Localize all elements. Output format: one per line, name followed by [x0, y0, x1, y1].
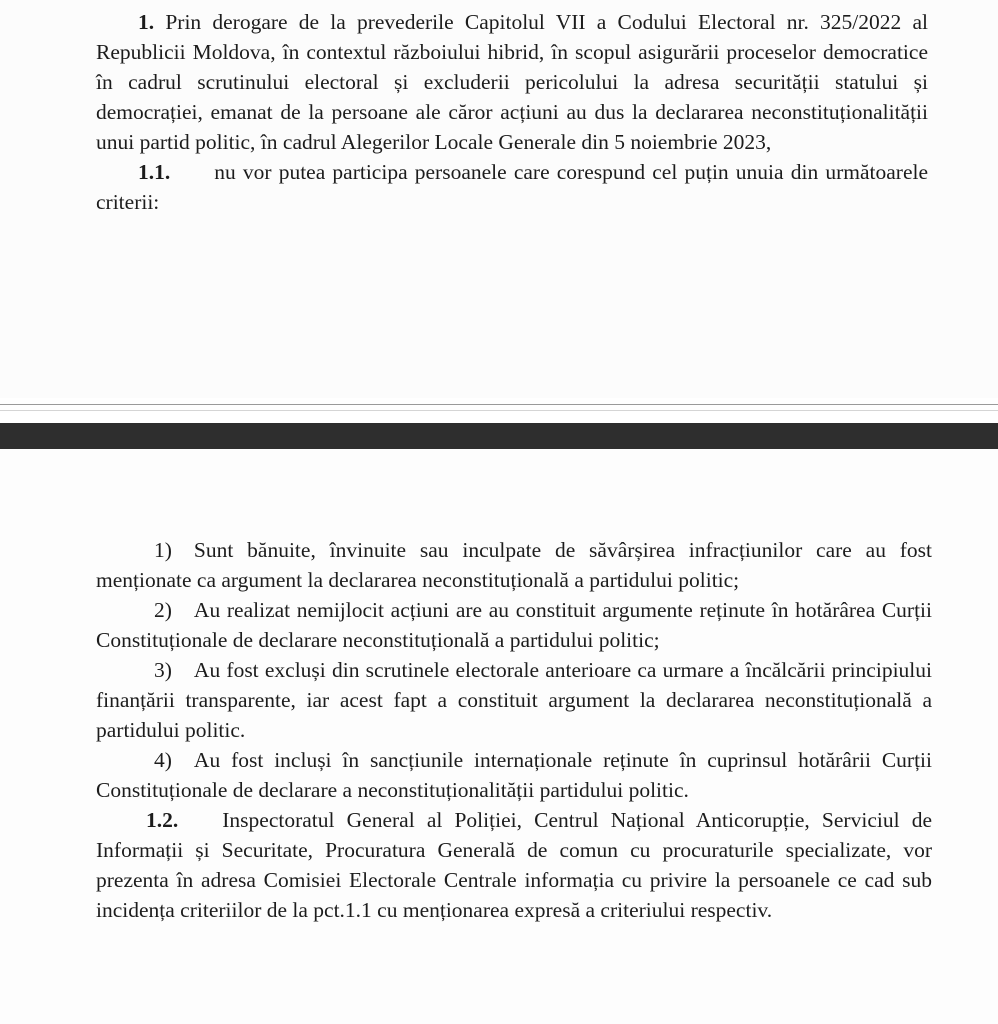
paragraph-1-number: 1.: [138, 10, 155, 34]
criterion-number: 2): [154, 598, 172, 622]
scan-edge-line-faint: [0, 410, 998, 411]
criterion-number: 3): [154, 658, 172, 682]
paragraph-1-1-text: nu vor putea participa persoanele care corespund cel puțin unuia din următoarele criterii:: [96, 160, 928, 214]
paragraph-1-2-text: Inspectoratul General al Poliției, Centrul Național Anticorupție, Serviciul de Informații și Securitate, Procuratura Generală de comun cu procuraturile specializate, vor prezenta în adresa Comisiei Electorale Centrale informația cu privire la persoanele ce cad sub incidența criteriilor de la pct.1.1 cu menționarea expresă a criteriului respectiv.: [96, 808, 932, 922]
document-page-top: [0, 0, 998, 398]
paragraph-1-2: [96, 805, 932, 925]
criterion-text: Au fost excluși din scrutinele electorale anterioare ca urmare a încălcării principiului finanțării transparente, iar acest fapt a constituit argument la declararea neconstituțională a partidului politic.: [96, 658, 932, 742]
criterion-number: 1): [154, 538, 172, 562]
criterion-item: [96, 655, 932, 745]
paragraph-1-1: [96, 157, 928, 217]
scan-edge-line: [0, 404, 998, 405]
criterion-text: Au realizat nemijlocit acțiuni are au constituit argumente reținute în hotărârea Curții Constituționale de declarare neconstituțională a partidului politic;: [96, 598, 932, 652]
criterion-text: Au fost incluși în sancțiunile internaționale reținute în cuprinsul hotărârii Curții Constituționale de declarare a neconstituționalității partidului politic.: [96, 748, 932, 802]
criterion-text: Sunt bănuite, învinuite sau inculpate de săvârșirea infracțiunilor care au fost menționate ca argument la declararea neconstituțională a partidului politic;: [96, 538, 932, 592]
paragraph-1-text: Prin derogare de la prevederile Capitolul VII a Codului Electoral nr. 325/2022 al Republicii Moldova, în contextul războiului hibrid, în scopul asigurării proceselor democratice în cadrul scrutinului electoral și excluderii pericolului la adresa securității statului și democrației, emanat de la persoane ale căror acțiuni au dus la declararea neconstituționalității unui partid politic, în cadrul Alegerilor Locale Generale din 5 noiembrie 2023,: [96, 10, 928, 154]
scan-separator-band: [0, 423, 998, 449]
criterion-item: [96, 745, 932, 805]
paragraph-1-2-number: 1.2.: [146, 808, 179, 832]
criterion-number: 4): [154, 748, 172, 772]
criterion-item: [96, 535, 932, 595]
paragraph-1-1-number: 1.1.: [138, 160, 171, 184]
upper-text-block: [96, 7, 928, 217]
paragraph-1: [96, 7, 928, 157]
lower-text-block: [96, 535, 932, 925]
criterion-item: [96, 595, 932, 655]
